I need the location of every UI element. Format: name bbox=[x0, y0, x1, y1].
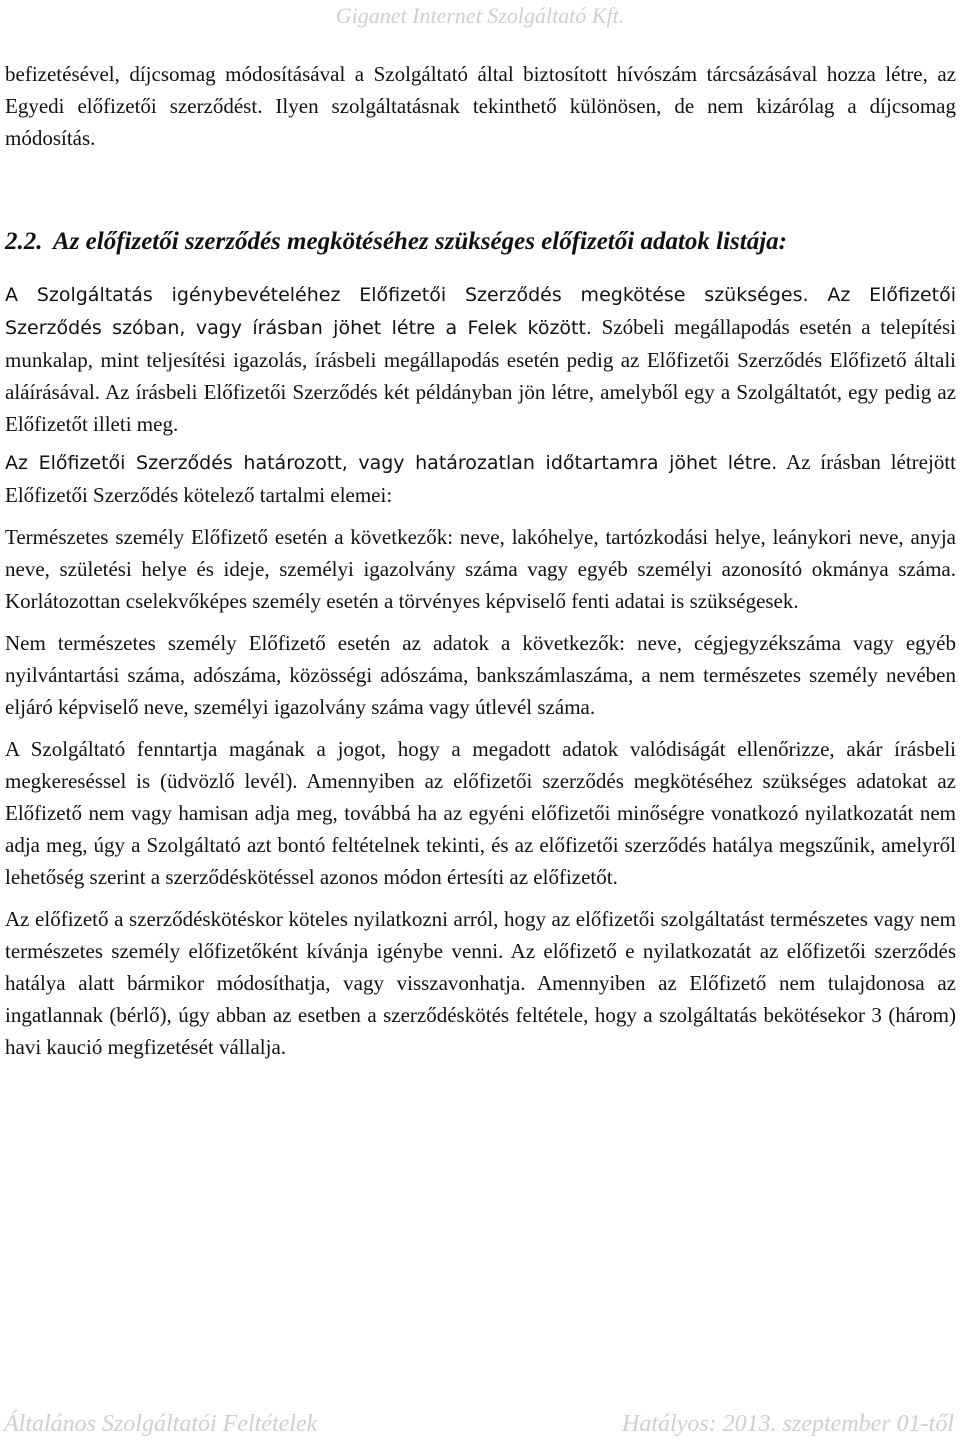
paragraph-data-verification: A Szolgáltató fenntartja magának a jogot, hogy a megadott adatok valódiságát ellenőrizze, akár írásbeli megkereséssel is (üdvözlő levél). Amennyiben az előfizetői szerződés megkötéséhez szükséges adatokat az Előfizető nem vagy hamisan adja meg, továbbá ha az egyéni előfizetői minőségre vonatkozó nyilatkozatát nem adja meg, úgy a Szolgáltató azt bontó feltételnek tekinti, és az előfizetői szerződés hatálya megszűnik, amelyről lehetőség szerint a szerződéskötéssel azonos módon értesíti az előfizetőt. bbox=[5, 737, 956, 889]
paragraph-contract-requirement-rest: Szóbeli megállapodás esetén a telepítési munkalap, mint teljesítési igazolás, írásbeli megállapodás esetén pedig az Előfizetői Szerződés Előfizető általi aláírásával. Az írásbeli Előfizetői Szerződés két példányban jön létre, amelyből egy a Szolgáltatót, egy pedig az Előfizetőt illeti meg. bbox=[5, 315, 957, 436]
paragraph-subscriber-declaration: Az előfizető a szerződéskötéskor köteles nyilatkozni arról, hogy az előfizetői szolgáltatást természetes vagy nem természetes személy előfizetőként kívánja igénybe venni. Az előfizető e nyilatkozatát az előfizetői szerződés hatálya alatt bármikor módosíthatja, vagy visszavonhatja. Amennyiben az Előfizető nem tulajdonosa az ingatlannak (bérlő), úgy abban az esetben a szerződéskötés feltétele, hogy a szolgáltatás bekötésekor 3 (három) havi kaució megfizetését vállalja. bbox=[5, 907, 956, 1059]
paragraph-contract-requirement-sans: A Szolgáltatás igénybevételéhez Előfizetői Szerződés megkötése szükséges. Az Előfizetői Szerződés szóban, vagy írásban jöhet létre a Felek között. bbox=[5, 284, 956, 339]
section-heading bbox=[5, 226, 956, 258]
paragraph-contract-duration bbox=[5, 446, 956, 511]
paragraph-natural-person: Természetes személy Előfizető esetén a következők: neve, lakóhelye, tartózkodási helye, leánykori neve, anyja neve, születési helye és ideje, személyi igazolvány száma vagy egyéb személyi azonosító okmánya száma. Korlátozottan cselekvőképes személy esetén a törvényes képviselő fenti adatai is szükségesek. bbox=[5, 525, 956, 613]
section-number: 2.2. bbox=[5, 228, 43, 255]
footer-effective-date: Hatályos: 2013. szeptember 01-től bbox=[622, 1411, 954, 1437]
page-header-company: Giganet Internet Szolgáltató Kft. bbox=[335, 3, 625, 28]
paragraph-contract-duration-sans: Az Előfizetői Szerződés határozott, vagy határozatlan időtartamra jöhet létre. bbox=[5, 452, 778, 474]
paragraph-legal-person: Nem természetes személy Előfizető esetén az adatok a következők: neve, cégjegyzékszáma vagy egyéb nyilvántartási száma, adószáma, közösségi adószáma, bankszámlaszáma, a nem természetes személy nevében eljáró képviselő neve, személyi igazolvány száma vagy útlevél száma. bbox=[5, 631, 956, 719]
document-body bbox=[5, 58, 956, 1063]
paragraph-contract-requirement bbox=[5, 278, 956, 440]
section-title: Az előfizetői szerződés megkötéséhez szükséges előfizetői adatok listája: bbox=[53, 228, 787, 255]
paragraph-contract-duration-rest: Az írásban létrejött Előfizetői Szerződés kötelező tartalmi elemei: bbox=[5, 450, 956, 507]
paragraph-intro: befizetésével, díjcsomag módosításával a Szolgáltató által biztosított hívószám tárcsázásával hozza létre, az Egyedi előfizetői szerződést. Ilyen szolgáltatásnak tekinthető különösen, de nem kizárólag a díjcsomag módosítás. bbox=[5, 62, 956, 150]
footer-document-title: Általános Szolgáltatói Feltételek bbox=[4, 1411, 318, 1437]
